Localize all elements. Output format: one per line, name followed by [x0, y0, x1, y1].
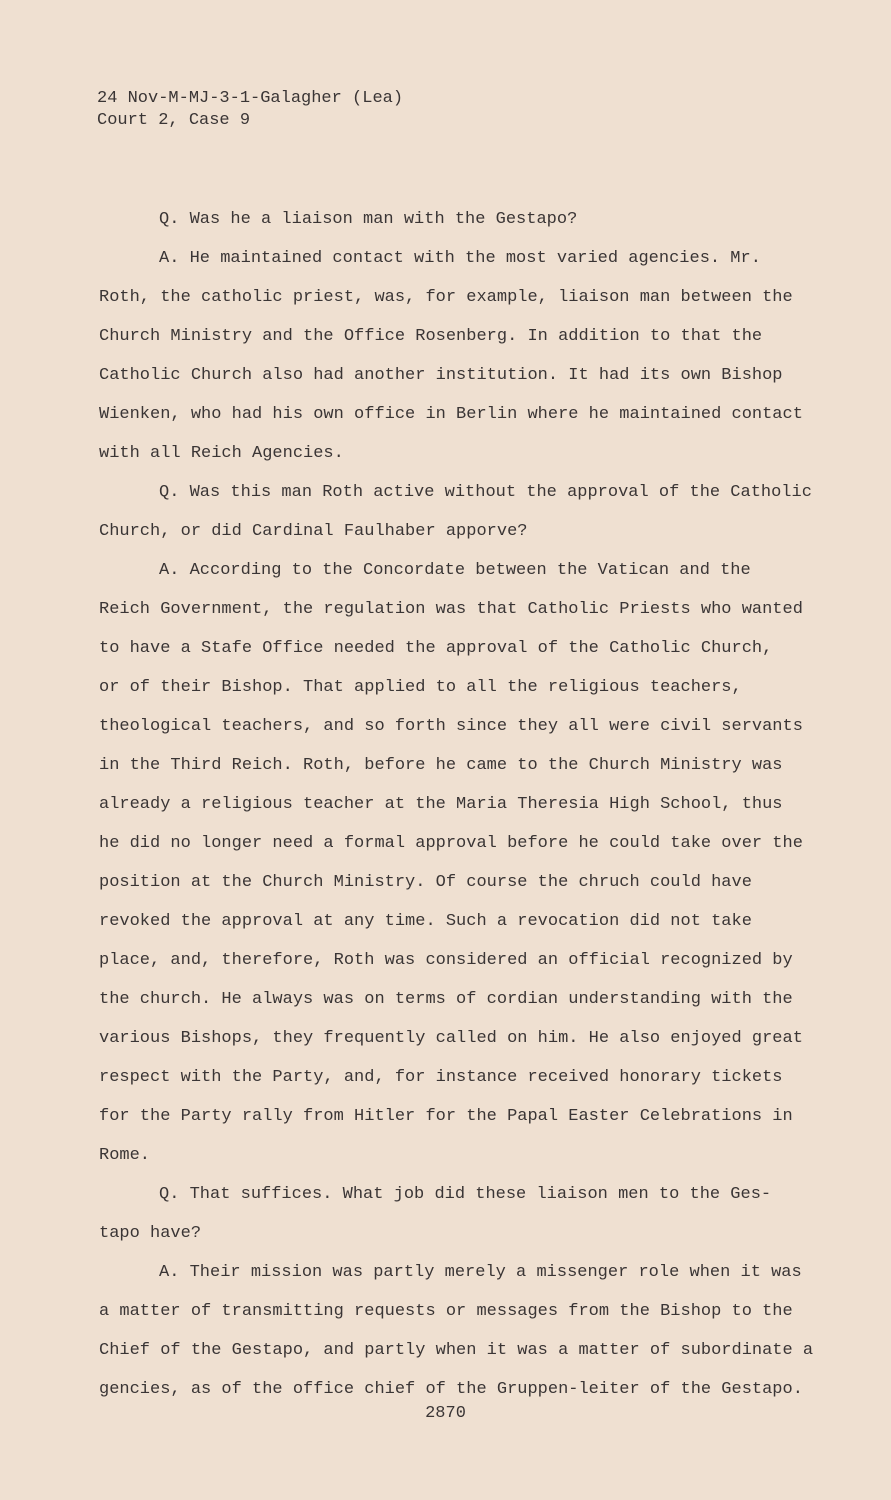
- transcript-line: Reich Government, the regulation was that Catholic Priests who wanted: [99, 600, 803, 619]
- transcript-line: A. According to the Concordate between the Vatican and the: [159, 561, 751, 580]
- transcript-line: he did no longer need a formal approval before he could take over the: [99, 834, 803, 853]
- transcript-line: Rome.: [99, 1146, 151, 1165]
- transcript-line: Wienken, who had his own office in Berlin where he maintained contact: [99, 405, 803, 424]
- transcript-line: Q. Was he a liaison man with the Gestapo?: [159, 210, 578, 229]
- transcript-line: the church. He always was on terms of cordian understanding with the: [99, 990, 793, 1009]
- transcript-line: Chief of the Gestapo, and partly when it was a matter of subordinate a: [99, 1341, 814, 1360]
- transcript-line: theological teachers, and so forth since they all were civil servants: [99, 717, 803, 736]
- transcript-line: in the Third Reich. Roth, before he came to the Church Ministry was: [99, 756, 783, 775]
- transcript-body: [99, 200, 814, 1409]
- transcript-line: A. Their mission was partly merely a missenger role when it was: [159, 1263, 802, 1282]
- transcript-line: Church Ministry and the Office Rosenberg. In addition to that the: [99, 327, 763, 346]
- transcript-line: already a religious teacher at the Maria Theresia High School, thus: [99, 795, 783, 814]
- document-header: [97, 88, 403, 132]
- header-reference: 24 Nov-M-MJ-3-1-Galagher (Lea): [97, 89, 404, 108]
- header-court-case: Court 2, Case 9: [97, 111, 251, 130]
- transcript-line: for the Party rally from Hitler for the Papal Easter Celebrations in: [99, 1107, 793, 1126]
- transcript-line: revoked the approval at any time. Such a revocation did not take: [99, 912, 752, 931]
- transcript-line: place, and, therefore, Roth was considered an official recognized by: [99, 951, 793, 970]
- transcript-line: tapo have?: [99, 1224, 202, 1243]
- page-number: 2870: [425, 1404, 466, 1423]
- transcript-line: Q. That suffices. What job did these liaison men to the Ges-: [159, 1185, 772, 1204]
- transcript-line: respect with the Party, and, for instance received honorary tickets: [99, 1068, 783, 1087]
- transcript-line: position at the Church Ministry. Of course the chruch could have: [99, 873, 752, 892]
- transcript-line: Roth, the catholic priest, was, for example, liaison man between the: [99, 288, 793, 307]
- transcript-line: or of their Bishop. That applied to all the religious teachers,: [99, 678, 742, 697]
- transcript-line: Q. Was this man Roth active without the approval of the Catholic: [159, 483, 812, 502]
- transcript-line: A. He maintained contact with the most varied agencies. Mr.: [159, 249, 761, 268]
- transcript-line: a matter of transmitting requests or messages from the Bishop to the: [99, 1302, 793, 1321]
- transcript-line: Catholic Church also had another institution. It had its own Bishop: [99, 366, 783, 385]
- transcript-line: Church, or did Cardinal Faulhaber apporve?: [99, 522, 528, 541]
- transcript-line: various Bishops, they frequently called on him. He also enjoyed great: [99, 1029, 803, 1048]
- transcript-line: to have a Stafe Office needed the approval of the Catholic Church,: [99, 639, 773, 658]
- transcript-line: with all Reich Agencies.: [99, 444, 344, 463]
- transcript-line: gencies, as of the office chief of the Gruppen-leiter of the Gestapo.: [99, 1380, 803, 1399]
